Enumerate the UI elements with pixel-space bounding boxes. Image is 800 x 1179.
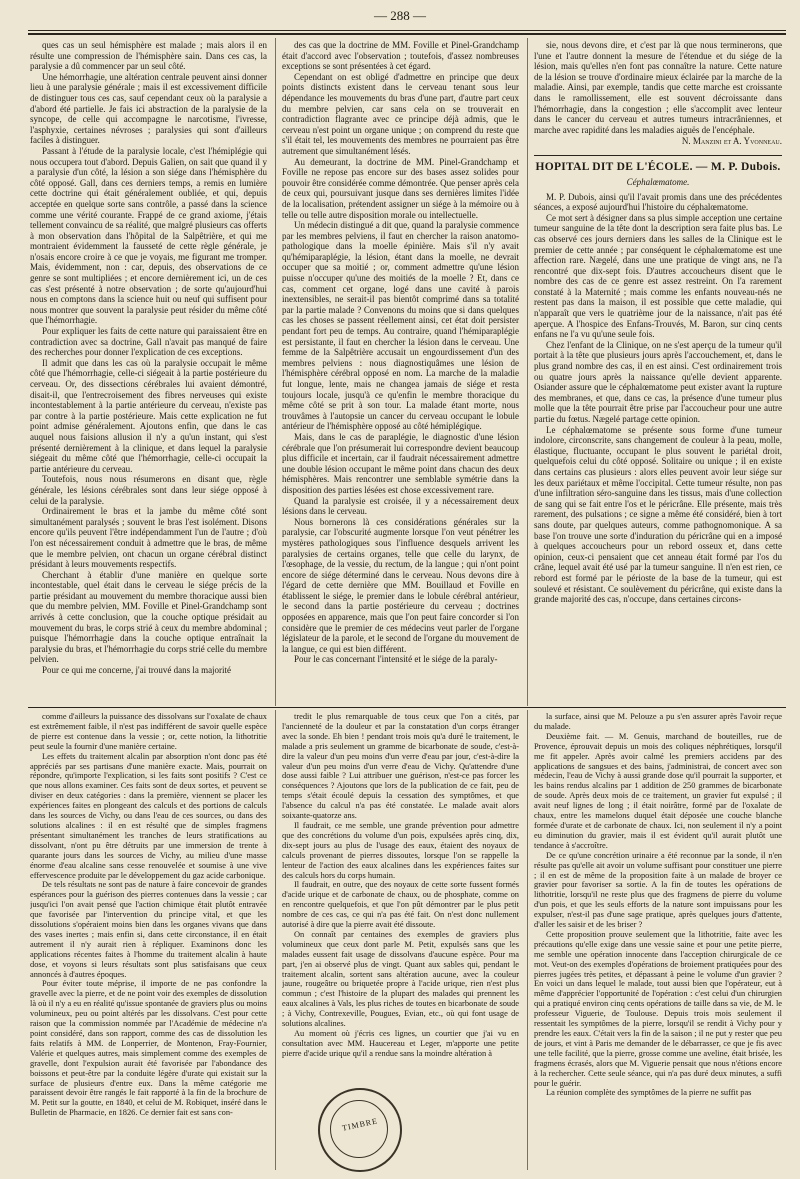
column-divider: [275, 710, 276, 1170]
paragraph: Il faudrait, en outre, que des noyaux de cette sorte fussent formés d'acide urique et de carbonate de chaux, ou de phosphate, comme on en rencontre quelquefois, et que l'on pût démontrer par le plus petit nombre de ces cas, ce qui n'a pas été fait. On n'est donc nullement autorisé à dire que la pierre avait été dissoute.: [282, 880, 519, 930]
paragraph: Mais, dans le cas de paraplégie, le diagnostic d'une lésion cérébrale que l'on présumerait lui correspondre devient beaucoup plus difficile et incertain, car il faudrait nécessairement admettre une double lésion occupant le même point dans chacun des deux hémisphères. Mais rencontrer une semblable symétrie dans la disposition des parties lésées est chose excessivement rare.: [282, 431, 519, 495]
top-column-1: [30, 40, 267, 705]
paragraph: M. P. Dubois, ainsi qu'il l'avait promis dans une des précédentes séances, a exposé aujourd'hui l'histoire du céphalœmatome.: [534, 191, 782, 213]
header-rule: [28, 30, 786, 31]
paragraph: sie, nous devons dire, et c'est par là que nous terminerons, que l'une et l'autre donnent la mesure de l'étendue et du siége de la lésion, mais qu'elles n'en font pas connaître la nature. Cette nature de la lésion se trouve d'ordinaire mieux éclairée par la marche de la maladie. Ainsi, par exemple, tandis que cette marche est croissante dans le ramollissement, elle est souvent décroissante dans l'hémorrhagie, dans la congestion ; elle s'accomplit avec lenteur dans le cancer du cerveau et autres tumeurs intracrâniennes, et marche avec rapidité dans les maladies aiguës de l'encéphale.: [534, 40, 782, 135]
section-subtitle: Céphalœmatome.: [626, 176, 690, 187]
section-rule: [534, 155, 782, 156]
paragraph: Cherchant à établir d'une manière en quelque sorte incontestable, quel était dans le cerveau le siége précis de la partie présidant au mouvement du membre thoracique aussi bien que du membre pelvien, MM. Foville et Pinel-Grandchamp sont arrivés à cette conclusion, que la couche optique présidait au mouvement du bras, le corps strié à ceux du membre abdominal ; puisque l'hémorrhagie dans la couche optique entraînait la paralysie du bras, et l'hémorrhagie du corps strié celle du membre pelvien.: [30, 569, 267, 665]
paragraph: des cas que la doctrine de MM. Foville et Pinel-Grandchamp était d'accord avec l'observation ; toutefois, d'assez nombreuses exceptions se sont présentées à cet égard.: [282, 40, 519, 72]
paragraph: la surface, ainsi que M. Pelouze a pu s'en assurer après l'avoir reçue du malade.: [534, 712, 782, 731]
paragraph: Toutefois, nous nous résumerons en disant que, règle générale, les lésions cérébrales sont dans leur siége opposé à celui de la paralysie.: [30, 474, 267, 506]
page-number: — 288 —: [374, 8, 426, 23]
paragraph: Une hémorrhagie, une altération centrale peuvent ainsi donner lieu à une paralysie générale ; mais il est excessivement difficile de distinguer tous ces cas, sauf cependant ceux où la paralysie a d'abord été partielle. Je fais ici abstraction de la paralysie de la syncope, de celle qui accompagne le narcotisme, l'ivresse, l'asphyxie, certaines névroses ; paralysies qui sont d'ailleurs faciles à distinguer.: [30, 71, 267, 146]
header-rule-thick: [28, 33, 786, 35]
paragraph: Pour le cas concernant l'intensité et le siége de la paraly-: [294, 654, 498, 665]
paragraph: Au demeurant, la doctrine de MM. Pinel-Grandchamp et Foville ne repose pas encore sur des bases assez solides pour pouvoir être considérée comme démontrée. Que penser après cela de ceux qui, poursuivant jusque dans ses dernières limites l'idée de la localisation, prétendent assigner un siége à la mémoire ou à telle ou telle autre disposition morale ou intellectuelle.: [282, 156, 519, 220]
paragraph: Pour ce qui me concerne, j'ai trouvé dans la majorité: [42, 665, 232, 676]
section-title: HOPITAL DIT DE L'ÉCOLE. — M. P. Dubois.: [535, 160, 781, 173]
paragraph: Ce mot sert à désigner dans sa plus simple acception une certaine tumeur sanguine de la tête dont la description sera faite plus bas. Le cas observé ces jours derniers dans les salles de la Clinique est le premier de cette année ; par conséquent le céphalœmatome est une affection rare. Nægelé, dans une une pratique de vingt ans, ne l'a rencontré que dix-sept fois. D'autres accoucheurs disent que le nombre des cas de ce genre est assez restreint. On l'a rarement constaté à la Maternité ; mais comme les enfants nouveau-nés ne restent pas dans la maison, il est possible que cette maladie, qui n'apparaît que vers le quatrième jour de la naissance, n'ait pas été aperçue. A l'hospice des Enfans-Trouvés, M. Baron, sur cinq cents enfans ne l'a vu qu'une seule fois.: [534, 212, 782, 340]
paragraph: On connaît par centaines des exemples de graviers plus volumineux que ceux dont parle M. Petit, expulsés sans que les malades eussent fait usage de dissolvans d'aucune espèce. Pour ma part, j'en ai observé plus de vingt. Quant aux sables qui, pendant le traitement alcalin, sortent sans altération aucune, avec la couleur jaune, rougeâtre ou briquetée propre à l'acide urique, rien n'est plus commun ; c'est l'histoire de la plupart des malades qui prennent les eaux alcalines à Vals, les plus riches de toutes en bicarbonate de soude ; à Vichy, Contrexeville, Pougues, Evian, etc., où qui font usage de solutions alcalines.: [282, 929, 519, 1029]
author-signature: N. Manzini et A. Yvonneau.: [681, 136, 782, 147]
paragraph: Cependant on est obligé d'admettre en principe que deux points distincts existent dans le cerveau tenant sous leur dépendance les mouvements du bras d'une part, d'autre part ceux du membre pelvien, car sans cela on se trouverait en contradiction flagrante avec ce principe déjà admis, que le cerveau n'est point un organe unique ; on comprend du reste que s'il était tel, les mouvements des membres ne pourraient pas être autrement que simultanément lésés.: [282, 71, 519, 156]
paragraph: Pour expliquer les faits de cette nature qui paraissaient être en contradiction avec sa doctrine, Gall n'avait pas manqué de faire des recherches pour donner l'explication de ces exceptions.: [30, 326, 267, 358]
paragraph: Quand la paralysie est croisée, il y a nécessairement deux lésions dans le cerveau.: [282, 495, 519, 517]
paragraph: Il faudrait, ce me semble, une grande prévention pour admettre que des concrétions du volume d'un pois, expulsées après cinq, dix, dix-sept jours au plus de l'usage des eaux, étaient des noyaux de calculs provenant de pierres dissoutes, lorsque l'on se rappelle la lenteur de l'action des eaux alcalines dans les expériences faites sur des calculs hors du corps humain.: [282, 820, 519, 880]
paragraph: Passant à l'étude de la paralysie locale, c'est l'hémiplégie qui nous occupera tout d'abord. Depuis Galien, on sait que quand il y a paralysie d'un côté, la lésion a son siége dans l'hémisphère du côté opposé. Gall, dans ces derniers temps, a remis en lumière cette doctrine qui était généralement oubliée, et qui, depuis acceptée en quelque sorte sans contrôle, a passé dans la science comme une vérité courante. Frappé de ce grand axiome, j'étais tellement convaincu de sa réalité, que malgré plusieurs cas offerts à mon observation dans l'hôpital de la Salpêtrière, et qui me montraient évidemment la fausseté de cette règle générale, je n'osais encore croire à ce que je voyais, me figurant me tromper. Mais, évidemment, non : car, depuis, des observations de ce genre se sont multipliées ; et encore dernièrement ici, un de ces cas s'est présenté à notre observation ; de sorte qu'aujourd'hui nous en comptons dans la science huit ou neuf qui suffisent pour nous montrer que souvent la paralysie peut résider du même côté que l'hémorrhagie.: [30, 145, 267, 326]
paragraph: comme d'ailleurs la puissance des dissolvans sur l'oxalate de chaux est extrêmement faible, il n'est pas indifférent de savoir quelle espèce de pierre est contenue dans la vessie ; or, cette notion, la lithotritie peut seule la fournir d'une manière certaine.: [30, 712, 267, 751]
paragraph: Il admit que dans les cas où la paralysie occupait le même côté que l'hémorrhagie, celle-ci siégeait à la partie postérieure du cerveau. Or, des dissections cérébrales lui avaient démontré, disait-il, que l'entrecroisement des fibres nerveuses qui existe incontestablement à la partie antérieure du cerveau, n'existe pas par contre à la partie postérieure. Mais cette explication ne fut point admise généralement. Ajoutons enfin, que dans le cas auquel nous faisions allusion il n'y a qu'un instant, qui s'est présenté dernièrement à la clinique, et dans lequel la paralysie siégeait du même côté que l'hémorrhagie, celle-ci occupait la partie antérieure du cerveau.: [30, 357, 267, 474]
column-divider: [527, 710, 528, 1170]
paragraph: tredit le plus remarquable de tous ceux que l'on a cités, par l'ancienneté de la douleur et par la constatation d'un corps étranger avec la sonde. Eh bien ! pendant trois mois qu'a duré le traitement, le malade a pris seulement un gramme de bicarbonate de soude, c'est-à-dire la valeur d'un peu moins d'un verre d'eau par jour, c'est-à-dire la valeur d'un peu moins d'un verre d'eau de Vichy. Qu'attendre d'une dose aussi faible ? Lui attribuer une guérison, n'est-ce pas forcer les conséquences ? Ajoutons que lors de la publication de ce fait, peu de temps s'était écoulé depuis la cessation des symptômes, et que l'absence du calcul n'a pas été constatée. Le malade avait alors soixante-quatorze ans.: [282, 712, 519, 821]
tax-stamp: [318, 1088, 402, 1172]
paragraph: Pour éviter toute méprise, il importe de ne pas confondre la gravelle avec la pierre, et de ne point voir des exemples de dissolution là où il n'y a eu en réalité qu'issue spontanée de graviers plus ou moins volumineux, peu ou point altérés par les dissolvans. C'est pour cette raison que la commission nommée par l'Académie de médecine n'a point considéré, dans son rapport, comme des cas de dissolution les faits relatifs à MM. de Lonperrier, de Montenon, Fray-Fournier, Valérie et quelques autres, mais simplement comme des exemples de gravelle, dont l'expulsion aurait été favorisée par l'abondance des boissons et peut-être par la conduite légère d'urate qui existait sur la surface de plusieurs d'entre eux. Dans la même catégorie me paraissent devoir être rangés le fait rapporté à la fin de la brochure de M. Petit sur la goutte, en 1840, et celui de M. Robiquet, inséré dans le Bulletin de Pharmacie, en 1826. Ce dernier fait est sans con-: [30, 979, 267, 1118]
bottom-column-1: [30, 712, 267, 1167]
paragraph: ques cas un seul hémisphère est malade ; mais alors il en résulte une compression de l'hémisphère sain. Dans ces cas, la paralysie a dû commencer par un seul côté.: [30, 40, 267, 72]
paragraph: De ce qu'une concrétion urinaire a été reconnue par la sonde, il n'en résulte pas qu'elle ait avoir un volume suffisant pour constituer une pierre ; il en est de même de la proposition faite à un malade de broyer ce gravier pour favoriser sa sortie. A la fin de toutes les opérations de lithotritie, lorsqu'il ne reste plus que des fragmens de pierre du volume d'un pois, et que les seuls efforts de la nature sont impuissans pour les expulser, n'est-il pas d'une sage pratique, après quelques jours d'attente, d'aller les saisir et de les briser ?: [534, 850, 782, 930]
paragraph: Ordinairement le bras et la jambe du même côté sont simultanément paralysés ; souvent le bras l'est isolément. Disons encore qu'ils peuvent l'être indépendamment l'un de l'autre ; d'où l'on est nécessairement conduit à admettre que le bras, de même que le membre pelvien, ont chacun un organe cérébral distinct présidant à leurs mouvements respectifs.: [30, 506, 267, 570]
paragraph: Le céphalœmatome se présente sous forme d'une tumeur indolore, circonscrite, sans changement de couleur à la peau, molle, élastique, fluctuante, occupant le plus souvent le pariétal droit, quelquefois celui du côté opposé. Solitaire ou unique ; il en existe dans certains cas plusieurs : alors elles peuvent avoir leur siége sur les deux pariétaux et même l'occipital. Cette tumeur résulte, non pas d'une infiltration séro-sanguine dans les tissus, mais d'une collection de sang qui se fait entre l'os et le péricrâne. Elle présente, mais très rarement, des pulsations ; ce signe a même été considéré, bien à tort sans doute, par quelques auteurs, comme pathognomonique. A sa base l'on trouve une sorte d'induration du péricrâne qui en a imposé à quelques accoucheurs pour un rebord osseux et, dans cette opinion, ceux-ci pensaient que cet anneau était formé par l'os du crâne, lequel avait été usé par la tumeur sanguine. Il n'en est rien, ce rebord est formé par le périoste de la base de la tumeur, qui est soulevé et résistant. Ce soulèvement du péricrâne, qui existe dans la grande majorité des cas, n'occupe, dans certaines circons-: [534, 424, 782, 605]
paragraph: Deuxième fait. — M. Genuis, marchand de bouteilles, rue de Provence, éprouvait depuis un mois des coliques néphrétiques, lorsqu'il me fit appeler. Après avoir calmé les premiers accidens par des applications de sangsues et des bains, j'administrai, de concert avec son médecin, l'eau de Vichy à aussi grande dose qu'il pourrait la supporter, et les bains rendus alcalins par 1 addition de 250 grammes de bicarbonate de soude. Après deux mois de ce traitement, un gravier fut expulsé ; il avait neuf lignes de long ; il était noirâtre, formé par de l'oxalate de chaux, entre les mamelons duquel était déposée une couche blanche formée d'urate et de carbonate de chaux. Ici, non seulement il n'y a point eu diminution du gravier, mais il est évident qu'il aurait plutôt une tendance à s'accroître.: [534, 731, 782, 850]
paragraph: La réunion complète des symptômes de la pierre ne suffit pas: [546, 1088, 752, 1098]
paragraph: Au moment où j'écris ces lignes, un courtier que j'ai vu en consultation avec MM. Haucereau et Leger, m'apporte une petite pierre d'acide urique qu'il a rendue sans la moindre altération à: [282, 1029, 519, 1058]
paragraph: Cette proposition prouve seulement que la lithotritie, faite avec les précautions qu'elle exige dans une vessie saine et pour une petite pierre, me semble une opération innocente dans l'acception chirurgicale de ce mot. Veut-on des exemples d'opérations de broiement pratiquées pour des pierres jugées très petites, et dépassant à peine le volume d'un gravier ? En voici un dans lequel le malade, tout aussi bien que l'opérateur, eut à même d'apprécier l'opportunité de l'opération : c'est celui d'un chirurgien qui a pratiqué environ cinq cents opérations de taille dans sa vie, de M. le professeur Viguerie, de Toulouse. Depuis trois mois seulement il ressentait les symptômes de la pierre, lorsqu'il se rendit à Vichy pour y prendre les eaux. C'était vers la fin de la saison ; il ne put y rester que peu de jours, et vint à Paris me demander de le débarrasser, ce que je fis avec une telle facilité, que la pierre, grosse comme une aveline, était brisée, les fragmens écrasés, alors que M. Viguerie pensait que nous n'étions encore à la rechercher. Cette seule séance, qui n'a pas duré deux minutes, a suffi pour le guérir.: [534, 929, 782, 1088]
column-divider: [527, 38, 528, 706]
top-column-2: [282, 40, 519, 705]
paragraph: Nous bornerons là ces considérations générales sur la paralysie, car l'obscurité augmente lorsque l'on veut pénétrer les mystères pathologiques sous l'influence desquels arrivent les paralysies de certains organes, telle que celle du larynx, de l'œsophage, de la vessie, du rectum, de la langue ; qui n'ont point encore de siége déterminé dans le cerveau. Nous devons dire à l'égard de cette dernière que MM. Bouillaud et Foville en établissent le siége, le premier dans le lobule cérébral antérieur, le second dans la partie postérieure du cerveau ; doctrines opposées en apparence, mais que l'on peut faire concorder si l'on considère que le premier de ces médecins veut parler de l'organe législateur de la parole, et le second de l'organe du mouvement de la langue, ce qui est bien différent.: [282, 516, 519, 654]
top-column-3: [534, 40, 782, 705]
paragraph: De tels résultats ne sont pas de nature à faire concevoir de grandes espérances pour la guérison des pierres contenues dans la vessie ; car jusqu'ici l'on avait pensé que l'action chimique était plutôt entravée que favorisée par l'intervention du principe vital, et que les dissolutions s'opéraient moins bien dans les organes vivans que dans des vases inertes ; mais enfin si, dans cette circonstance, il en était autrement il n'y aurait rien à répliquer. Examinons donc les applications récentes faites à l'homme du traitement alcalin à haute dose, et voyons si leurs résultats sont plus satisfaisans que ceux annoncés à d'autres époques.: [30, 880, 267, 979]
paragraph: Un médecin distingué a dit que, quand la paralysie commence par les membres pelviens, il faut en chercher la raison anatomo-pathologique dans la moelle épinière. Mais s'il n'y avait qu'hémiparaplégie, la lésion, étant dans la moelle, ne devrait occuper que sa moitié ; or, comment admettre qu'une lésion puisse n'occuper qu'une des moitiés de la moelle ? Et, dans ce cas, comment cet organe, logé dans une cavité à parois inextensibles, ne serait-il pas bientôt comprimé dans sa totalité par la partie malade ? Convenons du moins que si dans quelques cas les choses se passent réellement ainsi, cet état doit persister pendant fort peu de temps. Au contraire, quand l'hémiparaplégie est persistante, il faut en chercher la lésion dans le cerveau. Une femme de la Salpêtrière accusait un engourdissement d'un des membres pelviens : nous diagnostiquâmes une lésion de l'hémisphère cérébral opposé en nom. La marche de la maladie fut longue, lente, mais ne changea jamais de siége et resta toujours locale, jusqu'à ce qu'enfin le membre thoracique du même côté se prit à son tour. La malade étant morte, nous trouvâmes à l'autopsie un cancer du cerveau occupant le lobule antérieur de l'hémisphère opposé au côté hémiplégique.: [282, 220, 519, 432]
stamp-text: TIMBRE: [341, 1116, 379, 1133]
section-divider: [28, 707, 786, 708]
bottom-column-3: [534, 712, 782, 1167]
column-divider: [275, 38, 276, 706]
paragraph: Les effets du traitement alcalin par absorption n'ont donc pas été appréciés par ses partisans d'une manière exacte. Mais, pourrait on répondre, qu'importe l'explication, si les faits sont positifs ? C'est ce que nous allons examiner. Ces faits sont de deux sortes, et peuvent se diviser en deux catégories : dans la première, viennent se placer les expériences faites en plongeant des calculs et des portions de calculs dans les sources de Vichy, ou dans l'eau de ces sources, ou dans des solutions alcalines : il en est résulté que de simples fragmens présentant simultanément les tranches de leurs stratifications au dissolvant, n'ont pu être détruits par une immersion de trente à quarante jours dans les sources de Vichy, au milieu d'une masse énorme d'eau alcaline sans cesse renouvelée et soumise à une vive effervescence produite par le développement du gaz acide carbonique.: [30, 751, 267, 880]
bottom-column-2: [282, 712, 519, 1167]
paragraph: Chez l'enfant de la Clinique, on ne s'est aperçu de la tumeur qu'il portait à la tête que plusieurs jours après l'accouchement, et, dans le plus grand nombre des cas, il en est ainsi. C'est ordinairement trois ou quatre jours après la naissance qu'elle devient apparente. Osiander assure que le céphalœmatome peut exister avant la rupture des membranes, et que, dans ce cas, la présence d'une tumeur plus molle que la tête pourrait être prise par l'accoucheur pour une autre partie du fœtus. Nægelé partage cette opinion.: [534, 339, 782, 424]
